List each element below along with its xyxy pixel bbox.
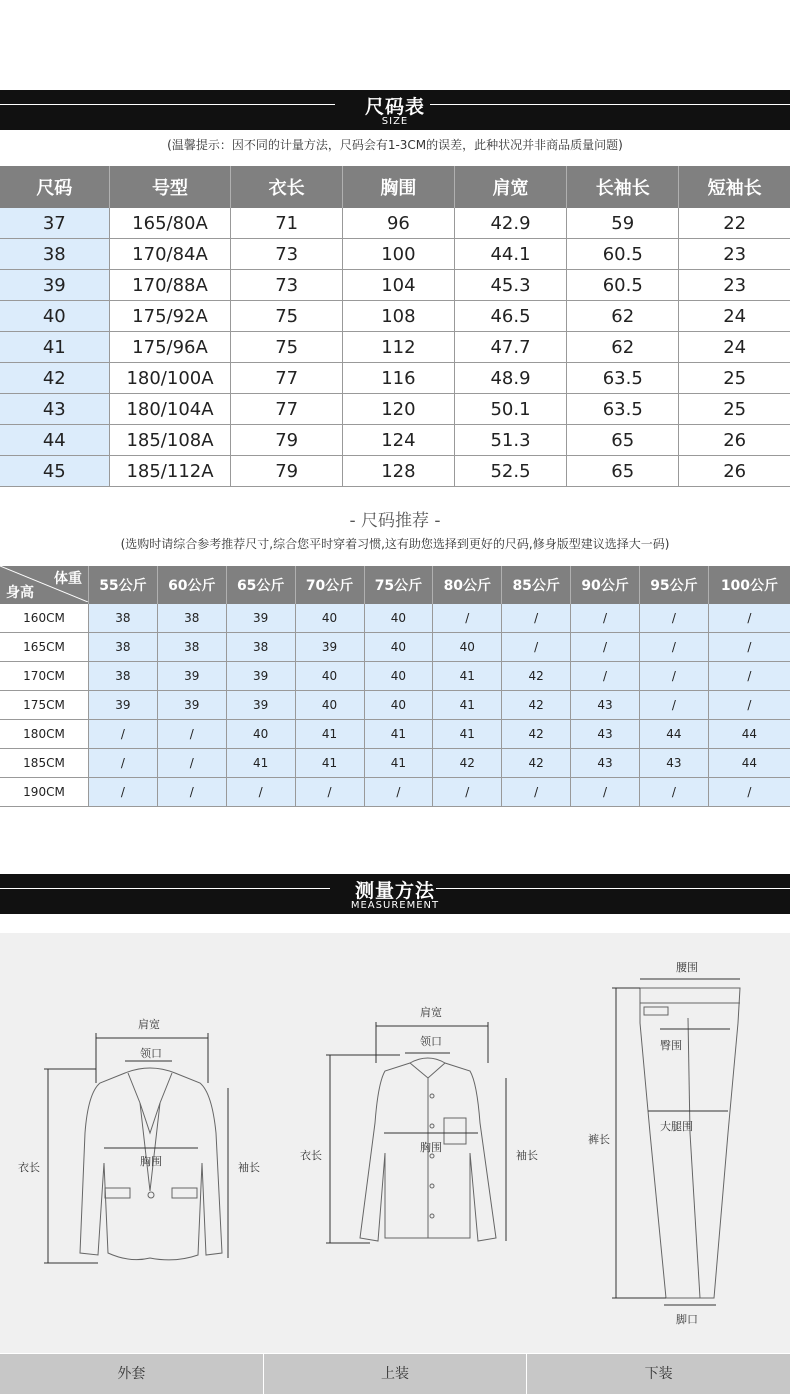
shirt-length-label: 衣长 xyxy=(300,1149,322,1162)
table-cell: 40 xyxy=(226,720,295,749)
table-cell: 170/88A xyxy=(109,270,231,301)
table-cell: 48.9 xyxy=(454,363,566,394)
height-cell: 185CM xyxy=(0,749,89,778)
table-cell: 175/92A xyxy=(109,301,231,332)
table-cell: 41 xyxy=(0,332,109,363)
table-cell: / xyxy=(89,720,158,749)
table-cell: 37 xyxy=(0,208,109,239)
pants-drawing xyxy=(640,988,740,1298)
table-cell: 40 xyxy=(364,633,433,662)
table-row xyxy=(0,332,790,363)
height-cell: 165CM xyxy=(0,633,89,662)
table-row xyxy=(0,208,790,239)
size-table-header xyxy=(0,166,790,208)
corner-height: 身高 xyxy=(6,585,34,601)
weight-header: 65公斤 xyxy=(226,566,295,604)
table-cell: / xyxy=(640,691,709,720)
table-cell: 39 xyxy=(0,270,109,301)
table-row xyxy=(0,456,790,487)
table-cell: 39 xyxy=(157,691,226,720)
table-cell: 60.5 xyxy=(567,270,679,301)
col-length: 衣长 xyxy=(231,166,343,208)
table-cell: 79 xyxy=(231,425,343,456)
table-cell: / xyxy=(433,604,502,633)
table-cell: 62 xyxy=(567,332,679,363)
table-cell: 39 xyxy=(226,662,295,691)
size-note: (温馨提示：因不同的计量方法，尺码会有1-3CM的误差，此种状况并非商品质量问题) xyxy=(167,138,623,152)
measure-banner xyxy=(0,874,790,914)
table-cell: 44 xyxy=(708,749,790,778)
table-cell: 77 xyxy=(231,394,343,425)
table-cell: 38 xyxy=(89,662,158,691)
table-cell: 39 xyxy=(89,691,158,720)
table-cell: / xyxy=(89,749,158,778)
jacket-shoulder-label: 肩宽 xyxy=(138,1018,160,1031)
table-row xyxy=(0,749,790,778)
table-cell: 71 xyxy=(231,208,343,239)
table-cell: 120 xyxy=(342,394,454,425)
table-cell: 41 xyxy=(433,662,502,691)
size-banner xyxy=(0,90,790,130)
height-cell: 170CM xyxy=(0,662,89,691)
table-cell: 39 xyxy=(157,662,226,691)
table-cell: / xyxy=(571,633,640,662)
weight-header: 55公斤 xyxy=(89,566,158,604)
table-cell: 42 xyxy=(502,749,571,778)
table-cell: 41 xyxy=(433,691,502,720)
table-cell: 42 xyxy=(0,363,109,394)
table-cell: 52.5 xyxy=(454,456,566,487)
table-cell: / xyxy=(157,749,226,778)
table-cell: 40 xyxy=(295,604,364,633)
table-cell: 65 xyxy=(567,456,679,487)
weight-header: 90公斤 xyxy=(571,566,640,604)
table-cell: 42 xyxy=(433,749,502,778)
table-cell: 45.3 xyxy=(454,270,566,301)
table-cell: 25 xyxy=(679,363,790,394)
col-short-sleeve: 短袖长 xyxy=(679,166,790,208)
table-cell: 38 xyxy=(157,604,226,633)
table-cell: 185/112A xyxy=(109,456,231,487)
table-cell: 46.5 xyxy=(454,301,566,332)
table-cell: 39 xyxy=(295,633,364,662)
corner-cell xyxy=(0,566,89,604)
table-cell: / xyxy=(571,778,640,807)
table-cell: 41 xyxy=(295,720,364,749)
table-cell: 43 xyxy=(640,749,709,778)
measure-subtitle: MEASUREMENT xyxy=(350,900,440,911)
table-cell: 23 xyxy=(679,239,790,270)
table-cell: 185/108A xyxy=(109,425,231,456)
table-cell: / xyxy=(295,778,364,807)
recommend-note: (选购时请综合参考推荐尺寸,综合您平时穿着习惯,这有助您选择到更好的尺码,修身版型建议选择大一码) xyxy=(120,537,670,551)
table-cell: 40 xyxy=(295,662,364,691)
table-cell: 42 xyxy=(502,662,571,691)
table-cell: / xyxy=(433,778,502,807)
table-cell: 40 xyxy=(364,691,433,720)
table-cell: 47.7 xyxy=(454,332,566,363)
table-row xyxy=(0,301,790,332)
table-cell: / xyxy=(640,604,709,633)
table-row xyxy=(0,778,790,807)
pants-length-label: 裤长 xyxy=(588,1133,610,1146)
col-chest: 胸围 xyxy=(342,166,454,208)
table-cell: 73 xyxy=(231,239,343,270)
table-cell: / xyxy=(226,778,295,807)
table-cell: 60.5 xyxy=(567,239,679,270)
table-cell: 63.5 xyxy=(567,363,679,394)
table-cell: 75 xyxy=(231,301,343,332)
table-cell: 41 xyxy=(226,749,295,778)
weight-header: 60公斤 xyxy=(157,566,226,604)
pants-hem-label: 脚口 xyxy=(676,1313,698,1326)
table-cell: 45 xyxy=(0,456,109,487)
table-cell: 165/80A xyxy=(109,208,231,239)
table-cell: 38 xyxy=(0,239,109,270)
table-row xyxy=(0,691,790,720)
size-table xyxy=(0,166,790,487)
shirt-chest-label: 胸围 xyxy=(420,1141,442,1154)
jacket-length-label: 衣长 xyxy=(18,1161,40,1174)
table-cell: 24 xyxy=(679,332,790,363)
garment-drawings xyxy=(0,933,790,1353)
table-cell: 170/84A xyxy=(109,239,231,270)
table-cell: / xyxy=(571,604,640,633)
table-cell: / xyxy=(502,778,571,807)
weight-header: 85公斤 xyxy=(502,566,571,604)
table-cell: 44.1 xyxy=(454,239,566,270)
bottom-tabs xyxy=(0,1354,790,1394)
table-cell: 26 xyxy=(679,456,790,487)
table-cell: 73 xyxy=(231,270,343,301)
table-cell: 42 xyxy=(502,720,571,749)
table-cell: / xyxy=(640,778,709,807)
table-cell: 63.5 xyxy=(567,394,679,425)
table-cell: 180/104A xyxy=(109,394,231,425)
table-cell: 43 xyxy=(571,720,640,749)
table-cell: / xyxy=(364,778,433,807)
table-cell: / xyxy=(157,720,226,749)
table-cell: 59 xyxy=(567,208,679,239)
measure-title: 测量方法 xyxy=(354,880,435,902)
table-cell: 104 xyxy=(342,270,454,301)
jacket-sleeve-label: 袖长 xyxy=(238,1161,260,1174)
table-cell: 41 xyxy=(295,749,364,778)
shirt-sleeve-label: 袖长 xyxy=(516,1149,538,1162)
table-cell: / xyxy=(502,633,571,662)
weight-header: 75公斤 xyxy=(364,566,433,604)
height-cell: 180CM xyxy=(0,720,89,749)
table-cell: 77 xyxy=(231,363,343,394)
table-cell: 112 xyxy=(342,332,454,363)
weight-header: 95公斤 xyxy=(640,566,709,604)
table-cell: 39 xyxy=(226,604,295,633)
tab-top[interactable]: 上装 xyxy=(264,1354,528,1394)
col-size: 尺码 xyxy=(0,166,109,208)
table-cell: 40 xyxy=(364,604,433,633)
table-cell: 108 xyxy=(342,301,454,332)
table-cell: 39 xyxy=(226,691,295,720)
table-cell: / xyxy=(89,778,158,807)
table-cell: 25 xyxy=(679,394,790,425)
table-cell: 43 xyxy=(571,749,640,778)
table-cell: 50.1 xyxy=(454,394,566,425)
table-cell: 38 xyxy=(89,604,158,633)
table-cell: 100 xyxy=(342,239,454,270)
weight-header: 70公斤 xyxy=(295,566,364,604)
table-cell: 65 xyxy=(567,425,679,456)
col-model: 号型 xyxy=(109,166,231,208)
height-cell: 160CM xyxy=(0,604,89,633)
shirt-shoulder-label: 肩宽 xyxy=(420,1006,442,1019)
table-cell: 44 xyxy=(0,425,109,456)
table-cell: 175/96A xyxy=(109,332,231,363)
weight-header: 100公斤 xyxy=(708,566,790,604)
size-title: 尺码表 xyxy=(364,96,425,118)
col-long-sleeve: 长袖长 xyxy=(567,166,679,208)
table-cell: / xyxy=(502,604,571,633)
recommend-table xyxy=(0,566,790,807)
table-cell: 26 xyxy=(679,425,790,456)
table-row xyxy=(0,633,790,662)
table-cell: / xyxy=(708,691,790,720)
table-cell: 128 xyxy=(342,456,454,487)
table-cell: 42.9 xyxy=(454,208,566,239)
table-cell: 62 xyxy=(567,301,679,332)
col-shoulder: 肩宽 xyxy=(454,166,566,208)
table-cell: 38 xyxy=(89,633,158,662)
table-cell: 44 xyxy=(640,720,709,749)
height-cell: 190CM xyxy=(0,778,89,807)
table-cell: 124 xyxy=(342,425,454,456)
table-cell: / xyxy=(708,604,790,633)
table-cell: 43 xyxy=(0,394,109,425)
table-cell: / xyxy=(708,662,790,691)
pants-hip-label: 臀围 xyxy=(660,1039,682,1052)
table-cell: 40 xyxy=(364,662,433,691)
table-cell: 41 xyxy=(364,749,433,778)
table-cell: 24 xyxy=(679,301,790,332)
table-cell: 41 xyxy=(433,720,502,749)
table-cell: 40 xyxy=(0,301,109,332)
recommend-table-header xyxy=(0,566,790,604)
table-row xyxy=(0,363,790,394)
table-cell: / xyxy=(708,778,790,807)
table-cell: / xyxy=(640,662,709,691)
table-row xyxy=(0,662,790,691)
table-cell: 96 xyxy=(342,208,454,239)
table-cell: 40 xyxy=(295,691,364,720)
tab-jacket[interactable]: 外套 xyxy=(0,1354,264,1394)
table-cell: 38 xyxy=(226,633,295,662)
jacket-collar-label: 领口 xyxy=(140,1047,162,1060)
weight-header: 80公斤 xyxy=(433,566,502,604)
table-cell: 79 xyxy=(231,456,343,487)
pants-waist-label: 腰围 xyxy=(676,961,698,974)
corner-weight: 体重 xyxy=(54,571,82,587)
table-cell: / xyxy=(708,633,790,662)
table-row xyxy=(0,720,790,749)
table-cell: 180/100A xyxy=(109,363,231,394)
jacket-chest-label: 胸围 xyxy=(140,1155,162,1168)
table-cell: 42 xyxy=(502,691,571,720)
tab-bottom[interactable]: 下装 xyxy=(527,1354,790,1394)
table-cell: 75 xyxy=(231,332,343,363)
shirt-collar-label: 领口 xyxy=(420,1035,442,1048)
table-cell: 51.3 xyxy=(454,425,566,456)
table-cell: 43 xyxy=(571,691,640,720)
table-row xyxy=(0,425,790,456)
height-cell: 175CM xyxy=(0,691,89,720)
table-cell: / xyxy=(571,662,640,691)
measurement-diagram xyxy=(0,933,790,1353)
table-row xyxy=(0,239,790,270)
table-cell: 44 xyxy=(708,720,790,749)
table-cell: 40 xyxy=(433,633,502,662)
table-cell: 22 xyxy=(679,208,790,239)
table-row xyxy=(0,270,790,301)
pants-thigh-label: 大腿围 xyxy=(660,1120,693,1133)
table-cell: 116 xyxy=(342,363,454,394)
table-row xyxy=(0,394,790,425)
table-cell: 41 xyxy=(364,720,433,749)
table-cell: 23 xyxy=(679,270,790,301)
table-cell: 38 xyxy=(157,633,226,662)
table-row xyxy=(0,604,790,633)
size-subtitle: SIZE xyxy=(381,116,409,127)
table-cell: / xyxy=(157,778,226,807)
recommend-title: - 尺码推荐 - xyxy=(349,511,441,531)
table-cell: / xyxy=(640,633,709,662)
